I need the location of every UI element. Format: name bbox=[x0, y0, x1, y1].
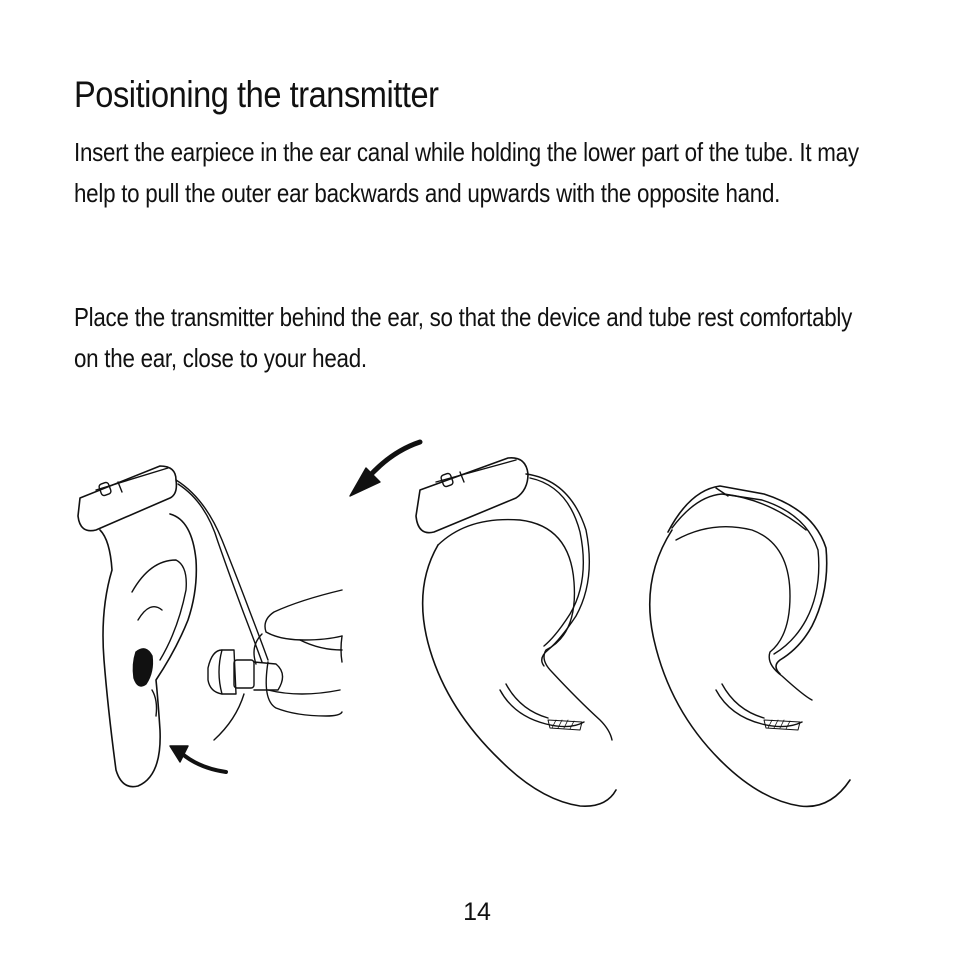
page-number: 14 bbox=[463, 898, 491, 926]
ear-transmitter-placed-icon bbox=[650, 486, 850, 806]
ear-hand-icon bbox=[78, 466, 342, 787]
ear-transmitter-icon bbox=[416, 458, 616, 806]
curved-arrow-icon bbox=[350, 442, 420, 496]
page-title: Positioning the transmitter bbox=[74, 74, 439, 115]
instruction-paragraph-2: Place the transmitter behind the ear, so that the device and tube rest comfortably on the ear, close to your head. bbox=[74, 302, 853, 373]
illustration-panel bbox=[70, 430, 870, 830]
instruction-paragraph-1: Insert the earpiece in the ear canal while holding the lower part of the tube. It may help to pull the outer ear backwards and upwards with the opposite hand. bbox=[74, 137, 859, 208]
